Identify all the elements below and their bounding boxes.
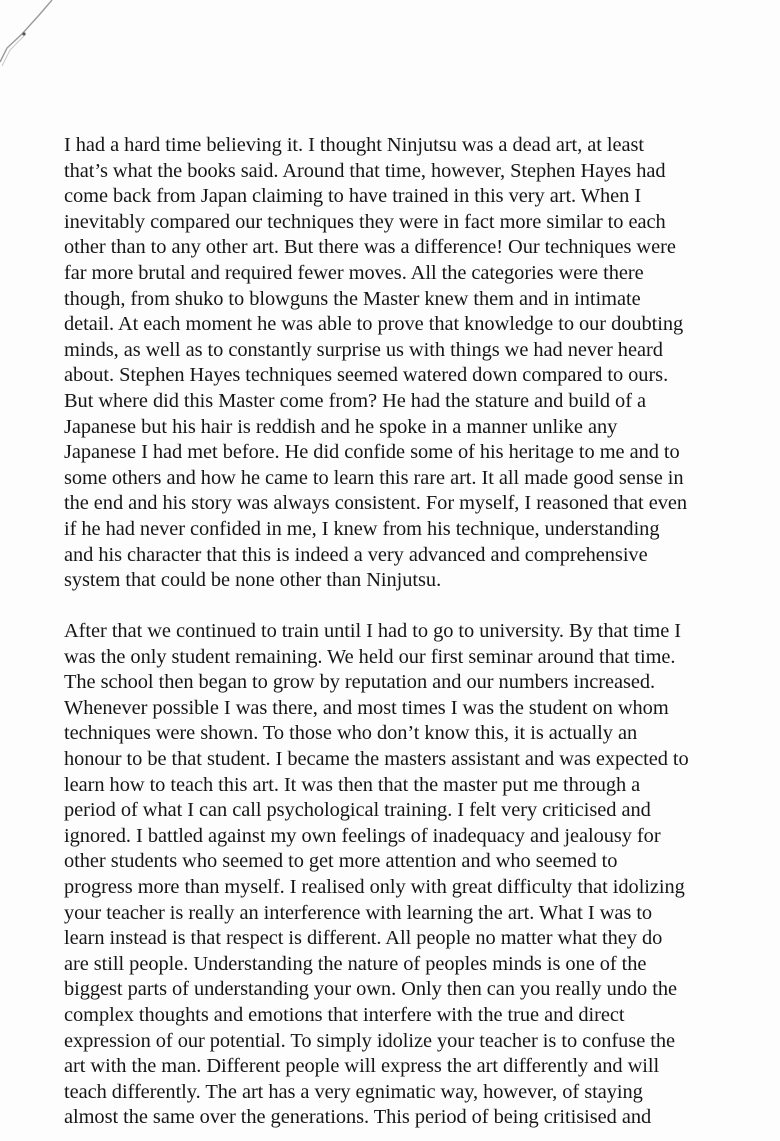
text-line: detail. At each moment he was able to prove that knowledge to our doubting [64,313,684,336]
text-line: learn instead is that respect is different. All people no matter what they do [64,927,663,950]
text-line: Whenever possible I was there, and most times I was the student on whom [64,696,669,719]
text-line: other students who seemed to get more attention and who seemed to [64,850,618,873]
text-line: The school then began to grow by reputation and our numbers increased. [64,671,656,694]
text-line: techniques were shown. To those who don’t know this, it is actually an [64,722,638,745]
text-line: far more brutal and required fewer moves. All the categories were there [64,261,644,284]
text-line: Japanese but his hair is reddish and he spoke in a manner unlike any [64,415,618,438]
text-line: if he had never confided in me, I knew from his technique, understanding [64,517,660,540]
text-line: art with the man. Different people will express the art differently and will [64,1055,660,1078]
text-line: But where did this Master come from? He had the stature and build of a [64,389,646,412]
text-line: inevitably compared our techniques they were in fact more similar to each [64,210,666,233]
text-line: learn how to teach this art. It was then that the master put me through a [64,773,641,796]
text-line: come back from Japan claiming to have trained in this very art. When I [64,185,642,208]
text-line: and his character that this is indeed a very advanced and comprehensive [64,543,648,566]
text-line: minds, as well as to constantly surprise us with things we had never heard [64,338,663,361]
paragraph-2 [64,619,778,1131]
text-line: almost the same over the generations. This period of being critisised and [64,1106,652,1129]
text-line: system that could be none other than Ninjutsu. [64,569,442,592]
text-line: progress more than myself. I realised only with great difficulty that idolizing [64,875,685,898]
text-line: ignored. I battled against my own feelings of inadequacy and jealousy for [64,824,661,847]
text-line: about. Stephen Hayes techniques seemed watered down compared to ours. [64,364,669,387]
text-line: are still people. Understanding the nature of peoples minds is one of the [64,952,647,975]
scan-corner-mark [0,0,80,80]
text-line: honour to be that student. I became the masters assistant and was expected to [64,747,689,770]
paragraph-1 [64,133,778,594]
text-line: the end and his story was always consistent. For myself, I reasoned that even [64,492,688,515]
text-line: expression of our potential. To simply idolize your teacher is to confuse the [64,1029,676,1052]
text-line: period of what I can call psychological training. I felt very criticised and [64,799,651,822]
text-line: teach differently. The art has a very egnimatic way, however, of staying [64,1080,643,1103]
text-line: After that we continued to train until I had to go to university. By that time I [64,620,682,642]
text-line: I had a hard time believing it. I thought Ninjutsu was a dead art, at least [64,134,645,156]
text-line: biggest parts of understanding your own. Only then can you really undo the [64,978,677,1001]
text-line: other than to any other art. But there was a difference! Our techniques were [64,236,676,259]
text-line: though, from shuko to blowguns the Master knew them and in intimate [64,287,641,310]
text-line: that’s what the books said. Around that time, however, Stephen Hayes had [64,159,666,182]
text-line: your teacher is really an interference with learning the art. What I was to [64,901,653,924]
text-line: Japanese I had met before. He did confide some of his heritage to me and to [64,441,680,464]
text-line: complex thoughts and emotions that interfere with the true and direct [64,1003,625,1026]
text-line: was the only student remaining. We held our first seminar around that time. [64,645,676,668]
text-line: some others and how he came to learn this rare art. It all made good sense in [64,466,684,489]
